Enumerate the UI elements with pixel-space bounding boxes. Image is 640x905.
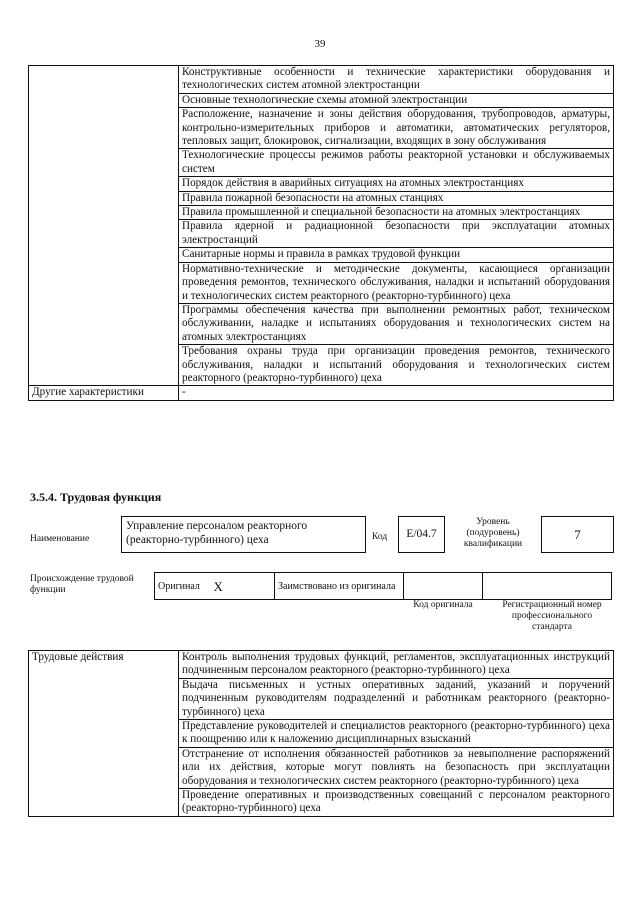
function-name-value: Управление персоналом реакторного (реакторно-турбинного) цеха	[126, 520, 308, 546]
labor-actions-table	[28, 650, 614, 817]
origin-label: Происхождение трудовой функции	[30, 574, 134, 595]
row-label: Трудовые действия	[29, 651, 179, 817]
row-label	[29, 66, 179, 386]
page-number: 39	[314, 38, 326, 50]
other-characteristics-label: Другие характеристики	[29, 386, 179, 400]
function-name-box	[121, 516, 366, 553]
item-text: Основные технологические схемы атомной электростанции	[179, 93, 614, 107]
original-label: Оригинал	[155, 573, 211, 600]
code-box	[398, 516, 445, 553]
item-text: Контроль выполнения трудовых функций, регламентов, эксплуатационных инструкций подчиненным персоналом реакторного (реакторно-турбинного) цеха	[179, 651, 614, 679]
knowledge-table	[28, 65, 614, 401]
item-text: Отстранение от исполнения обязанностей работников за невыполнение распоряжений или их действия, которые могут повлиять на безопасность при эксплуатации оборудования и технологических систем реакторного (реакторно-турбинного) цеха	[179, 747, 614, 788]
item-text: Правила ядерной и радиационной безопасности при эксплуатации атомных электростанций	[179, 220, 614, 248]
name-label: Наименование	[30, 534, 90, 544]
reg-number-label: Регистрационный номер профессионального стандарта	[502, 600, 602, 632]
knowledge-row	[29, 66, 614, 94]
item-text: Конструктивные особенности и технические характеристики оборудования и технологических систем атомной электростанции	[179, 66, 614, 94]
original-mark: X	[211, 573, 275, 600]
item-text: Представление руководителей и специалистов реакторного (реакторно-турбинного) цеха к поощрению или к наложению дисциплинарных взысканий	[179, 720, 614, 748]
origin-table	[154, 572, 612, 600]
code-original-label: Код оригинала	[413, 600, 473, 610]
labor-action-row	[29, 651, 614, 679]
item-text: Правила пожарной безопасности на атомных станциях	[179, 191, 614, 205]
item-text: Технологические процессы режимов работы реакторной установки и обслуживаемых систем	[179, 149, 614, 177]
borrowed-label: Заимствовано из оригинала	[275, 573, 404, 600]
item-text: Программы обеспечения качества при выполнении ремонтных работ, техническом обслуживании, наладке и испытаниях оборудования и технологических систем на атомных электростанциях	[179, 303, 614, 344]
reg-number-cell	[483, 573, 612, 600]
item-text: Требования охраны труда при организации проведения ремонтов, технического обслуживания, наладки и испытаний оборудования и технологических систем реакторного (реакторно-турбинного) цеха	[179, 345, 614, 386]
other-characteristics-value: -	[179, 386, 614, 400]
item-text: Выдача письменных и устных оперативных заданий, указаний и поручений подчиненным руководителям подразделений и работникам реакторного (реакторно-турбинного) цеха	[179, 678, 614, 719]
item-text: Санитарные нормы и правила в рамках трудовой функции	[179, 248, 614, 262]
code-value: E/04.7	[406, 528, 437, 540]
item-text: Проведение оперативных и производственных совещаний с персоналом реакторного (реакторно-турбинного) цеха	[179, 789, 614, 817]
code-label: Код	[372, 532, 388, 542]
qualification-level-box	[541, 516, 614, 553]
other-characteristics-row	[29, 386, 614, 400]
item-text: Нормативно-технические и методические документы, касающиеся организации проведения ремонтов, технического обслуживания, наладки и испытаний оборудования и технологических систем реакторного (реакторно-турбинного) цеха	[179, 262, 614, 303]
qualification-level-value: 7	[574, 527, 581, 542]
item-text: Правила промышленной и специальной безопасности на атомных электростанциях	[179, 206, 614, 220]
code-original-cell	[404, 573, 483, 600]
item-text: Расположение, назначение и зоны действия оборудования, трубопроводов, арматуры, контрольно-измерительных приборов и автоматики, автоматических регуляторов, тепловых защит, блокировок, сигнализации, входящих в зону обслуживания	[179, 108, 614, 149]
item-text: Порядок действия в аварийных ситуациях на атомных электростанциях	[179, 177, 614, 191]
section-title: 3.5.4. Трудовая функция	[30, 490, 162, 504]
qualification-level-label: Уровень (подуровень) квалификации	[463, 517, 523, 549]
